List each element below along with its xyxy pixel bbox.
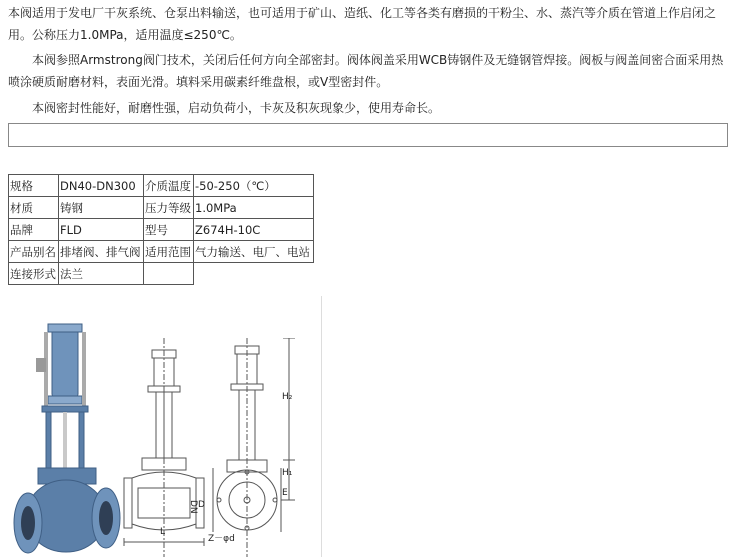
table-cell: 介质温度 — [144, 175, 194, 197]
table-cell: 1.0MPa — [194, 197, 314, 219]
table-cell: -50-250（℃） — [194, 175, 314, 197]
table-row — [9, 197, 314, 219]
table-row — [9, 219, 314, 241]
table-cell: 法兰 — [59, 263, 144, 285]
table-cell: 材质 — [9, 197, 59, 219]
dim-label-e: E — [282, 488, 288, 498]
intro-paragraph-3-text: 本阀密封性能好，耐磨性强，启动负荷小，卡灰及积灰现象少，使用寿命长。 — [32, 101, 441, 115]
table-cell — [144, 263, 194, 285]
table-cell: 连接形式 — [9, 263, 59, 285]
table-cell: 型号 — [144, 219, 194, 241]
table-cell: Z674H-10C — [194, 219, 314, 241]
table-row — [9, 263, 314, 285]
table-cell: 品牌 — [9, 219, 59, 241]
dim-label-d: D — [198, 500, 205, 510]
table-cell: DN40-DN300 — [59, 175, 144, 197]
dim-label-h2: H₂ — [282, 392, 293, 402]
table-cell: 产品别名 — [9, 241, 59, 263]
dim-label-l: L — [160, 527, 166, 537]
spec-table — [8, 174, 314, 285]
intro-paragraph-2 — [8, 50, 724, 93]
table-cell: FLD — [59, 219, 144, 241]
table-cell: 规格 — [9, 175, 59, 197]
table-cell: 气力输送、电厂、电站 — [194, 241, 314, 263]
table-row — [9, 241, 314, 263]
table-cell: 压力等级 — [144, 197, 194, 219]
table-row — [9, 175, 314, 197]
table-cell: 适用范围 — [144, 241, 194, 263]
intro-paragraph-2-text: 本阀参照Armstrong阀门技术，关闭后任何方向全部密封。阀体阀盖采用WCB铸钢件及无缝钢管焊接。阀板与阀盖间密合面采用热喷涂硬质耐磨材料，表面光滑。填料采用碳素纤维盘根，或V型密封件。 — [8, 53, 724, 89]
intro-paragraph-3 — [8, 98, 724, 120]
valve-side-drawing — [183, 338, 303, 557]
divider — [321, 296, 322, 557]
table-cell: 铸钢 — [59, 197, 144, 219]
dim-label-z-phi-d: Z－φd — [208, 534, 235, 544]
dim-label-h1: H₁ — [282, 468, 293, 478]
empty-banner-bar — [8, 123, 728, 147]
table-cell: 排堵阀、排气阀 — [59, 241, 144, 263]
valve-photo — [8, 318, 126, 557]
intro-paragraph-1: 本阀适用于发电厂干灰系统、仓泵出料输送，也可适用于矿山、造纸、化工等各类有磨损的干粉尘、水、蒸汽等介质在管道上作启闭之用。公称压力1.0MPa，适用温度≤250℃。 — [8, 6, 717, 42]
dim-label-dn: DN — [188, 500, 198, 514]
